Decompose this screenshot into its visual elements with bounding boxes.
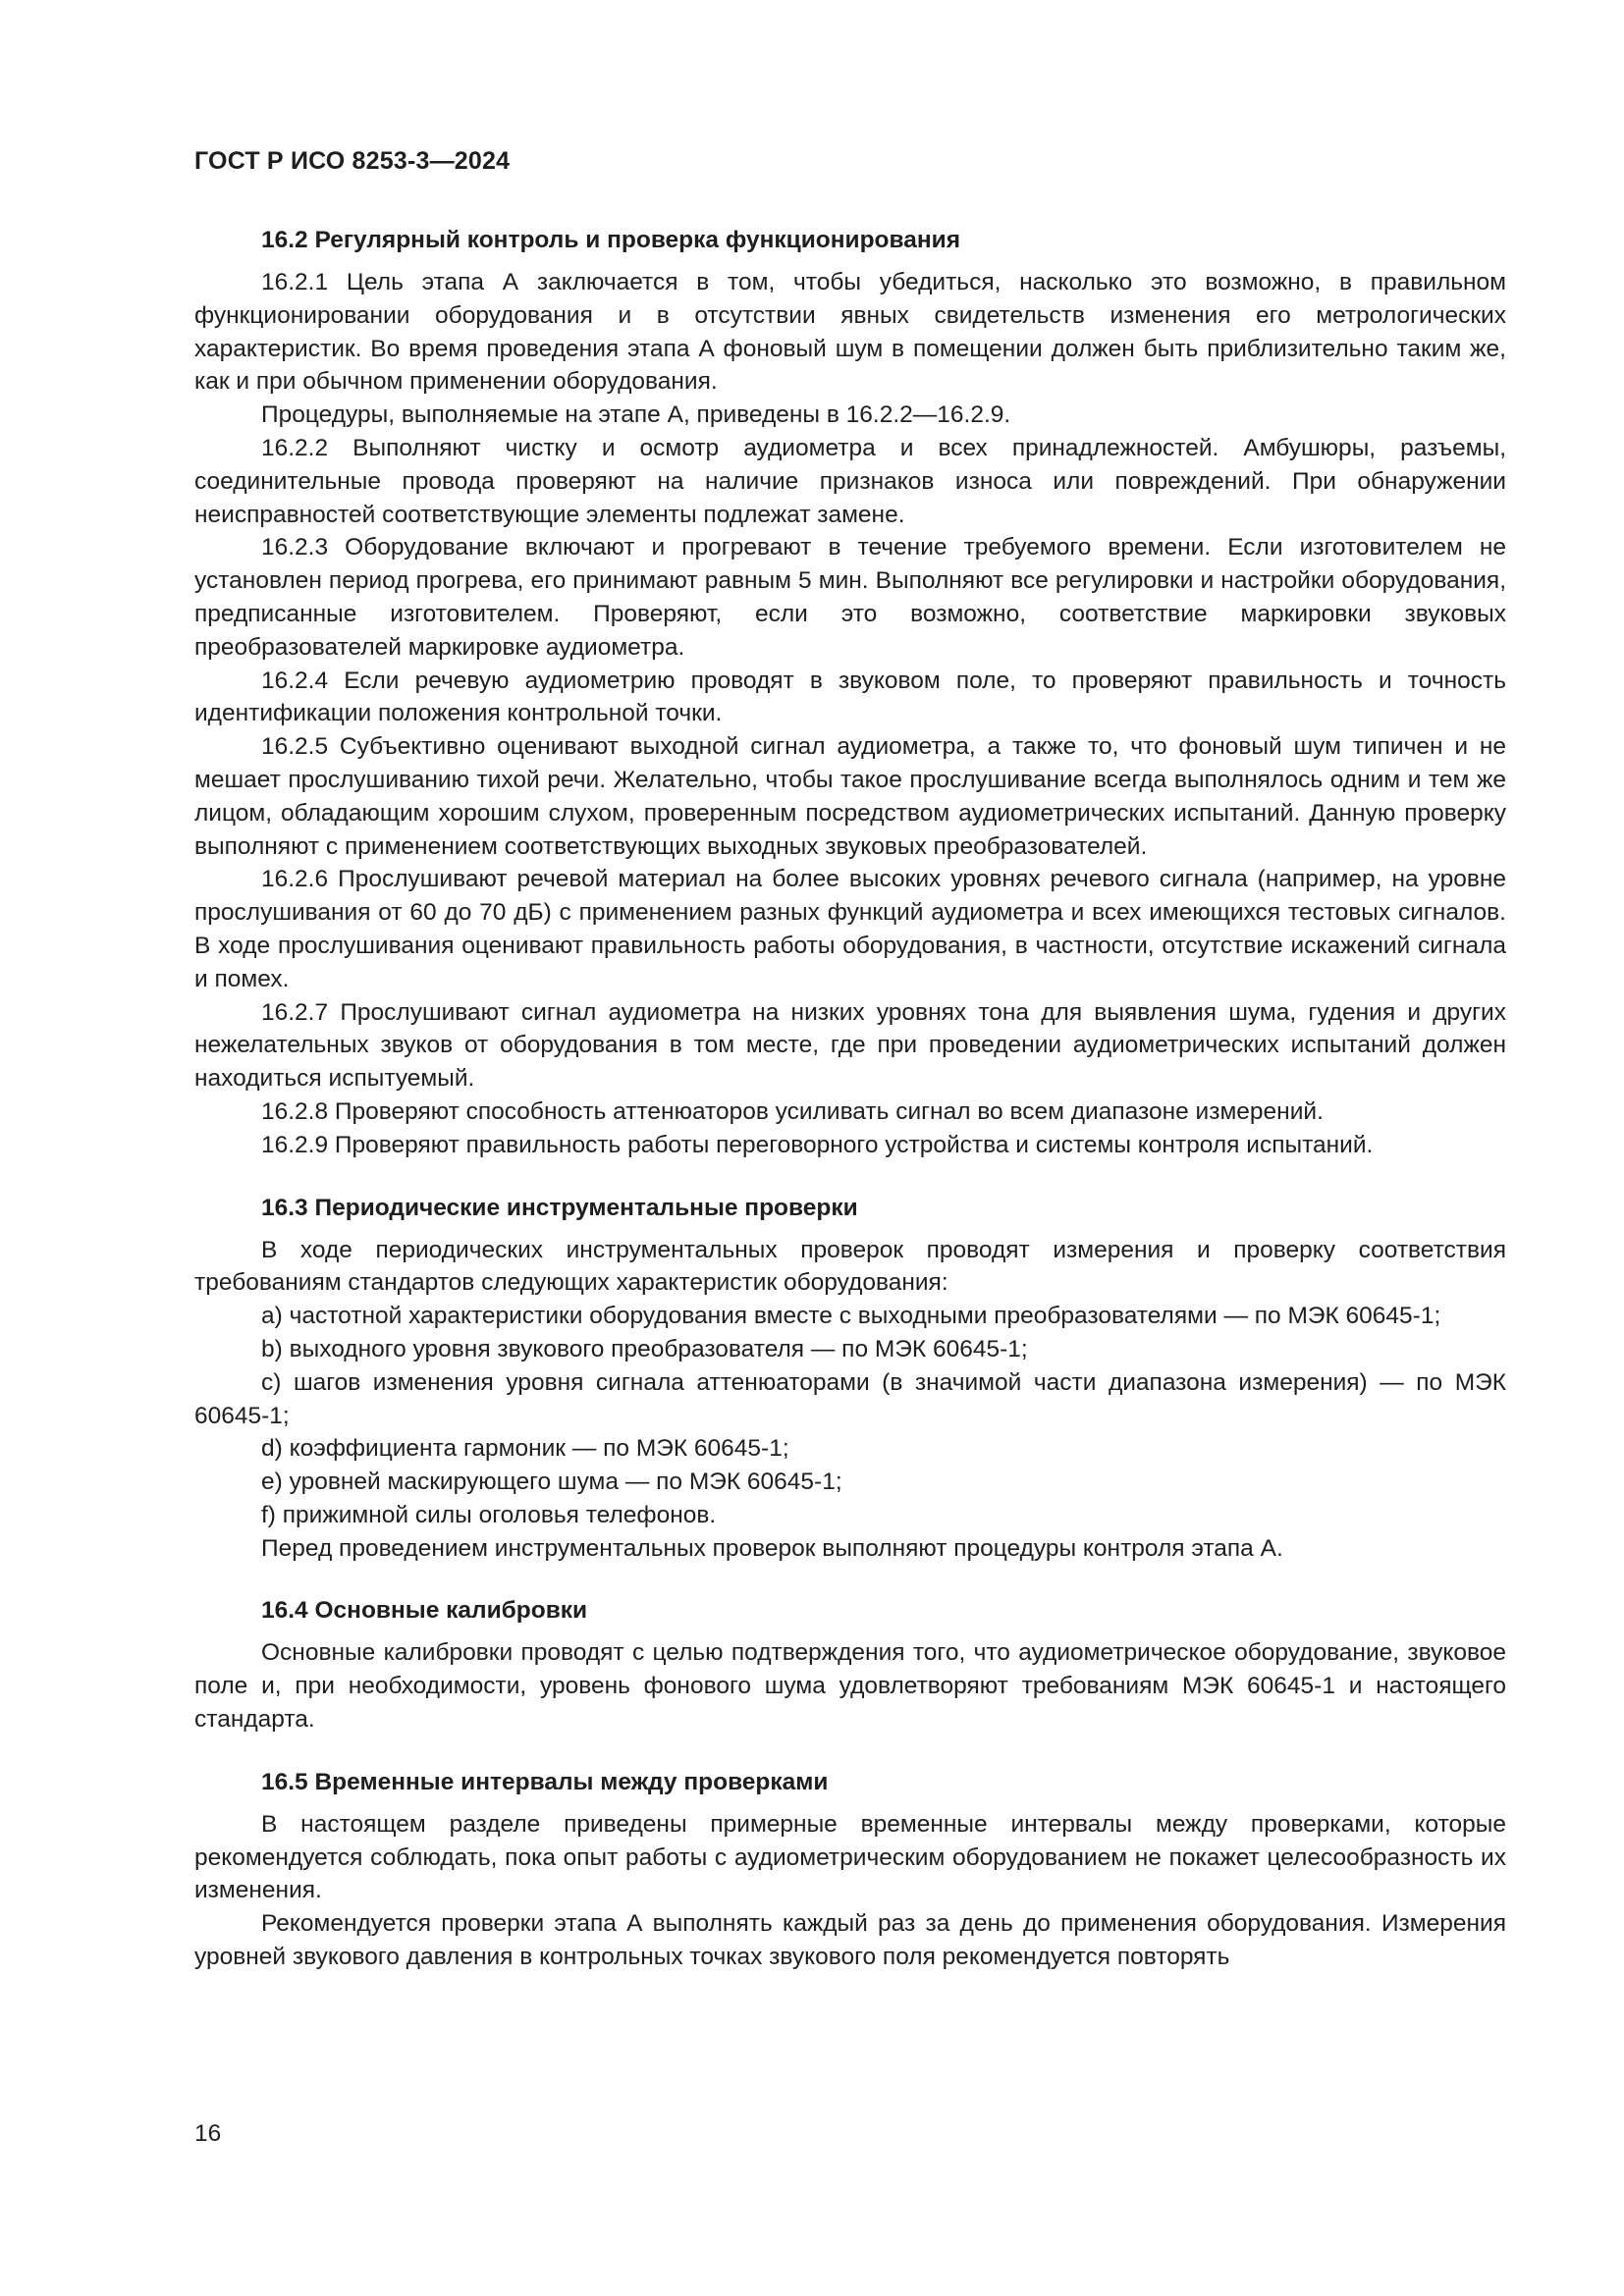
section-heading-16-3: 16.3 Периодические инструментальные проверки: [261, 1194, 858, 1221]
paragraph-procedures: Процедуры, выполняемые на этапе А, приведены в 16.2.2—16.2.9.: [261, 401, 1011, 429]
section-heading-16-2: 16.2 Регулярный контроль и проверка функционирования: [261, 227, 961, 253]
section-heading-16-5: 16.5 Временные интервалы между проверками: [261, 1768, 829, 1795]
page-number: 16: [194, 2120, 222, 2147]
list-item-b: b) выходного уровня звукового преобразователя — по МЭК 60645-1;: [261, 1335, 1028, 1362]
paragraph-16-5-2: Рекомендуется проверки этапа А выполнять каждый раз за день до применения оборудования. Измерения уровней звукового давления в контрольных точках звукового поля рекомендуется повторять: [194, 1910, 1506, 1971]
paragraph-16-5-1: В настоящем разделе приведены примерные временные интервалы между проверками, которые рекомендуется соблюдать, пока опыт работы с аудиометрическим оборудованием не покажет целесообразность их изменения.: [194, 1810, 1506, 1904]
list-item-c: c) шагов изменения уровня сигнала аттенюаторами (в значимой части диапазона измерения) — по МЭК 60645-1;: [194, 1368, 1506, 1429]
paragraph-16-2-9: 16.2.9 Проверяют правильность работы переговорного устройства и системы контроля испытаний.: [261, 1131, 1374, 1158]
document-id-header: ГОСТ Р ИСО 8253-3—2024: [194, 147, 511, 175]
section-heading-16-4: 16.4 Основные калибровки: [261, 1597, 588, 1625]
paragraph-16-2-1: 16.2.1 Цель этапа А заключается в том, чтобы убедиться, насколько это возможно, в правильном функционировании оборудования и в отсутствии явных свидетельств изменения его метрологических характеристик. Во время проведения этапа А фоновый шум в помещении должен быть приблизительно таким же, как и при обычном применении оборудования.: [194, 269, 1506, 396]
paragraph-16-2-8: 16.2.8 Проверяют способность аттенюаторов усиливать сигнал во всем диапазоне измерений.: [261, 1097, 1324, 1125]
document-body: [194, 224, 1506, 1974]
paragraph-16-2-7: 16.2.7 Прослушивают сигнал аудиометра на низких уровнях тона для выявления шума, гудения и других нежелательных звуков от оборудования в том месте, где при проведении аудиометрических испытаний должен находиться испытуемый.: [194, 998, 1506, 1093]
list-item-f: f) прижимной силы оголовья телефонов.: [261, 1501, 717, 1528]
paragraph-16-3-intro: В ходе периодических инструментальных проверок проводят измерения и проверку соответствия требованиям стандартов следующих характеристик оборудования:: [194, 1236, 1506, 1297]
paragraph-16-4: Основные калибровки проводят с целью подтверждения того, что аудиометрическое оборудование, звуковое поле и, при необходимости, уровень фонового шума удовлетворяют требованиям МЭК 60645-1 и настоящего стандарта.: [194, 1639, 1506, 1734]
list-item-d: d) коэффициента гармоник — по МЭК 60645-1;: [261, 1435, 789, 1463]
paragraph-16-2-2: 16.2.2 Выполняют чистку и осмотр аудиометра и всех принадлежностей. Амбушюры, разъемы, соединительные провода проверяют на наличие признаков износа или повреждений. При обнаружении неисправностей соответствующие элементы подлежат замене.: [194, 434, 1506, 528]
list-item-e: e) уровней маскирующего шума — по МЭК 60645-1;: [261, 1468, 842, 1496]
list-item-a: a) частотной характеристики оборудования вместе с выходными преобразователями — по МЭК 60645-1;: [261, 1303, 1441, 1330]
paragraph-16-2-3: 16.2.3 Оборудование включают и прогревают в течение требуемого времени. Если изготовителем не установлен период прогрева, его принимают равным 5 мин. Выполняют все регулировки и настройки оборудования, предписанные изготовителем. Проверяют, если это возможно, соответствие маркировки звуковых преобразователей маркировке аудиометра.: [194, 534, 1506, 661]
paragraph-16-2-5: 16.2.5 Субъективно оценивают выходной сигнал аудиометра, а также то, что фоновый шум типичен и не мешает прослушиванию тихой речи. Желательно, чтобы такое прослушивание всегда выполнялось одним и тем же лицом, обладающим хорошим слухом, проверенным посредством аудиометрических испытаний. Данную проверку выполняют с применением соответствующих выходных звуковых преобразователей.: [194, 733, 1506, 860]
paragraph-16-2-4: 16.2.4 Если речевую аудиометрию проводят в звуковом поле, то проверяют правильность и точность идентификации положения контрольной точки.: [194, 667, 1506, 727]
paragraph-16-3-closing: Перед проведением инструментальных проверок выполняют процедуры контроля этапа А.: [261, 1534, 1283, 1562]
paragraph-16-2-6: 16.2.6 Прослушивают речевой материал на более высоких уровнях речевого сигнала (например, на уровне прослушивания от 60 до 70 дБ) с применением разных функций аудиометра и всех имеющихся тестовых сигналов. В ходе прослушивания оценивают правильность работы оборудования, в частности, отсутствие искажений сигнала и помех.: [194, 866, 1506, 992]
